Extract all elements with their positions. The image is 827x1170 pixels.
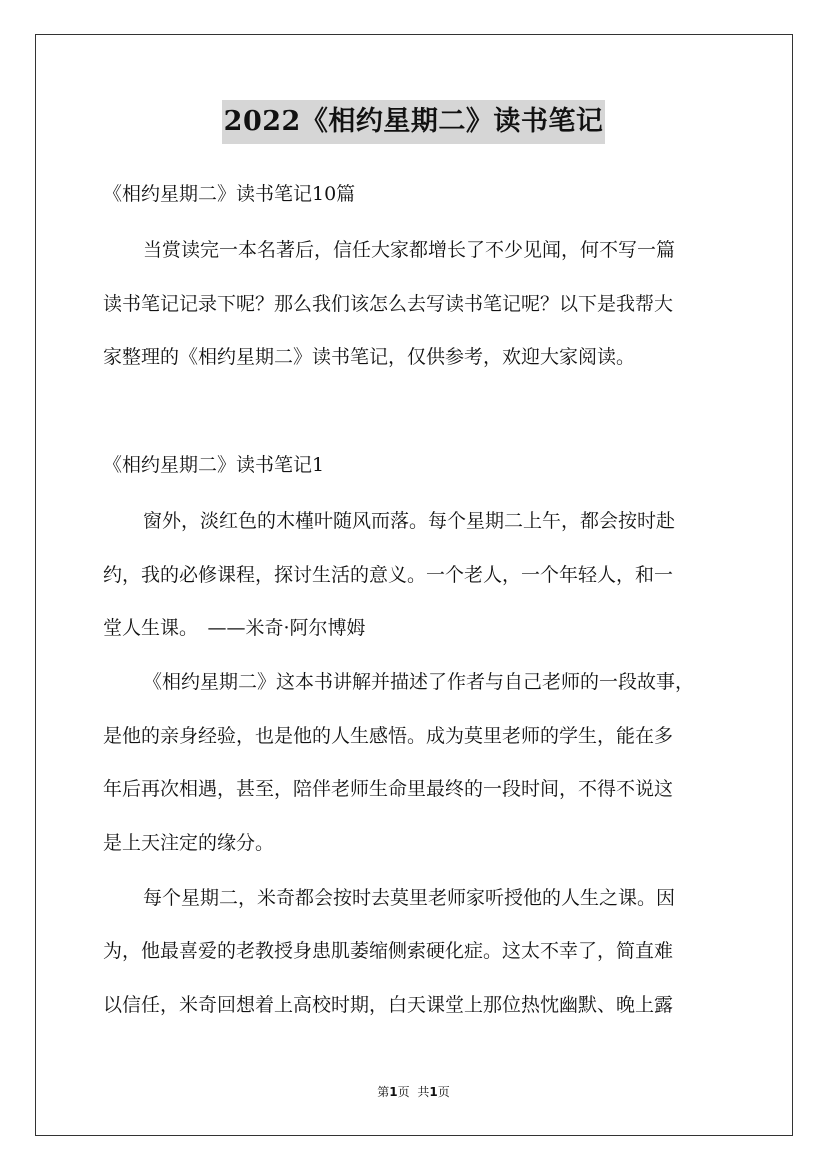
- paragraph-line: 是上天注定的缘分。: [103, 832, 275, 854]
- paragraph-line: 窗外，淡红色的木槿叶随风而落。每个星期二上午，都会按时赴: [143, 510, 676, 532]
- footer-total-number: 1: [429, 1085, 438, 1099]
- section-heading: 《相约星期二》读书笔记1: [103, 454, 325, 476]
- paragraph-line: 是他的亲身经验，也是他的人生感悟。成为莫里老师的学生，能在多: [103, 725, 674, 747]
- title-container: [0, 100, 827, 144]
- paragraph-line: 年后再次相遇，甚至，陪伴老师生命里最终的一段时间，不得不说这: [103, 778, 674, 800]
- paragraph-line: 约，我的必修课程，探讨生活的意义。一个老人，一个年轻人，和一: [103, 564, 674, 586]
- paragraph-line: 为，他最喜爱的老教授身患肌萎缩侧索硬化症。这太不幸了，简直难: [103, 940, 674, 962]
- paragraph-line: 家整理的《相约星期二》读书笔记，仅供参考，欢迎大家阅读。: [103, 346, 636, 368]
- footer-total-suffix: 页: [437, 1085, 450, 1099]
- document-title: 2022《相约星期二》读书笔记: [222, 100, 606, 144]
- subtitle-line: 《相约星期二》读书笔记10篇: [103, 183, 356, 205]
- paragraph-line: 《相约星期二》这本书讲解并描述了作者与自己老师的一段故事，: [143, 671, 695, 693]
- paragraph-line: 以信任，米奇回想着上高校时期，白天课堂上那位热忱幽默、晚上露: [103, 994, 674, 1016]
- paragraph-line: 当赏读完一本名著后，信任大家都增长了不少见闻，何不写一篇: [143, 239, 676, 261]
- footer-page-prefix: 第: [377, 1085, 390, 1099]
- quote-attribution-line: 堂人生课。 ——米奇·阿尔博姆: [103, 617, 366, 639]
- footer-total-prefix: 共: [417, 1085, 430, 1099]
- footer-page-suffix: 页: [397, 1085, 410, 1099]
- footer-page-number: 1: [389, 1085, 398, 1099]
- page-footer: [0, 1083, 827, 1100]
- paragraph-line: 每个星期二，米奇都会按时去莫里老师家听授他的人生之课。因: [143, 887, 676, 909]
- paragraph-line: 读书笔记记录下呢？那么我们该怎么去写读书笔记呢？以下是我帮大: [103, 293, 674, 315]
